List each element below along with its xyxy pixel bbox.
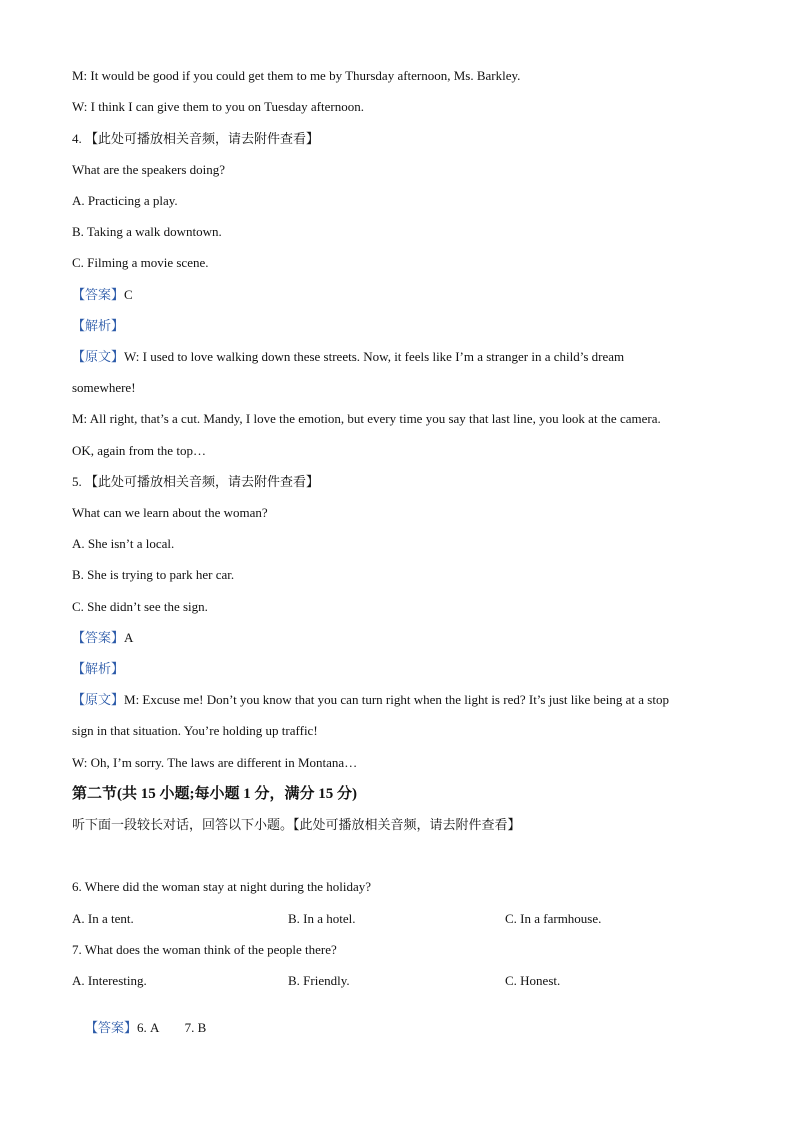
question-7-option-c: C. Honest. [505, 973, 561, 988]
original-text: M: Excuse me! Don’t you know that you can turn right when the light is red? It’s just like being at a stop [124, 692, 669, 707]
question-5-analysis [72, 661, 124, 677]
question-6-option-a: A. In a tent. [72, 911, 134, 926]
question-7-option-b: B. Friendly. [288, 973, 350, 988]
answer-label: 【答案】 [85, 1020, 138, 1035]
analysis-label: 【解析】 [72, 318, 125, 333]
original-text-cont: M: All right, that’s a cut. Mandy, I love the emotion, but every time you say that last line, you look at the camera. [72, 411, 661, 426]
question-5-option-c: C. She didn’t see the sign. [72, 599, 208, 614]
question-6-option-c: C. In a farmhouse. [505, 911, 602, 926]
dialogue-line: M: It would be good if you could get them to me by Thursday afternoon, Ms. Barkley. [72, 68, 521, 83]
question-4-text: What are the speakers doing? [72, 162, 226, 177]
section-2-instruction: 听下面一段较长对话，回答以下小题。【此处可播放相关音频，请去附件查看】 [72, 817, 521, 832]
question-4-answer [72, 287, 133, 303]
question-4-header: 4. 【此处可播放相关音频，请去附件查看】 [72, 131, 320, 146]
analysis-label: 【解析】 [72, 661, 125, 676]
question-5-option-a: A. She isn’t a local. [72, 536, 175, 551]
question-4-option-a: A. Practicing a play. [72, 193, 178, 208]
answer-value: C [124, 287, 133, 302]
original-text: W: I used to love walking down these streets. Now, it feels like I’m a stranger in a child’s dream [124, 349, 625, 364]
original-text-cont: somewhere! [72, 380, 136, 395]
original-label: 【原文】 [72, 349, 125, 364]
question-5-original [72, 692, 669, 708]
answer-value: 6. A 7. B [137, 1020, 207, 1035]
answer-value: A [124, 630, 134, 645]
original-text-cont: W: Oh, I’m sorry. The laws are different in Montana… [72, 755, 358, 770]
question-5-answer [72, 630, 133, 646]
original-text-cont: OK, again from the top… [72, 443, 206, 458]
question-6-option-b: B. In a hotel. [288, 911, 356, 926]
question-5-option-b: B. She is trying to park her car. [72, 567, 235, 582]
question-4-analysis [72, 318, 124, 334]
question-6-text: 6. Where did the woman stay at night during the holiday? [72, 879, 372, 894]
question-7-option-a: A. Interesting. [72, 973, 147, 988]
original-text-cont: sign in that situation. You’re holding up traffic! [72, 723, 318, 738]
original-label: 【原文】 [72, 692, 125, 707]
dialogue-line: W: I think I can give them to you on Tuesday afternoon. [72, 99, 364, 114]
answer-label: 【答案】 [72, 630, 125, 645]
question-7-text: 7. What does the woman think of the people there? [72, 942, 337, 957]
question-5-header: 5. 【此处可播放相关音频，请去附件查看】 [72, 474, 320, 489]
questions-6-7-answer [72, 1004, 206, 1052]
question-4-original [72, 349, 624, 365]
question-5-text: What can we learn about the woman? [72, 505, 268, 520]
question-4-option-b: B. Taking a walk downtown. [72, 224, 222, 239]
section-2-heading: 第二节(共 15 小题;每小题 1 分，满分 15 分) [72, 786, 357, 802]
question-4-option-c: C. Filming a movie scene. [72, 255, 209, 270]
answer-label: 【答案】 [72, 287, 125, 302]
